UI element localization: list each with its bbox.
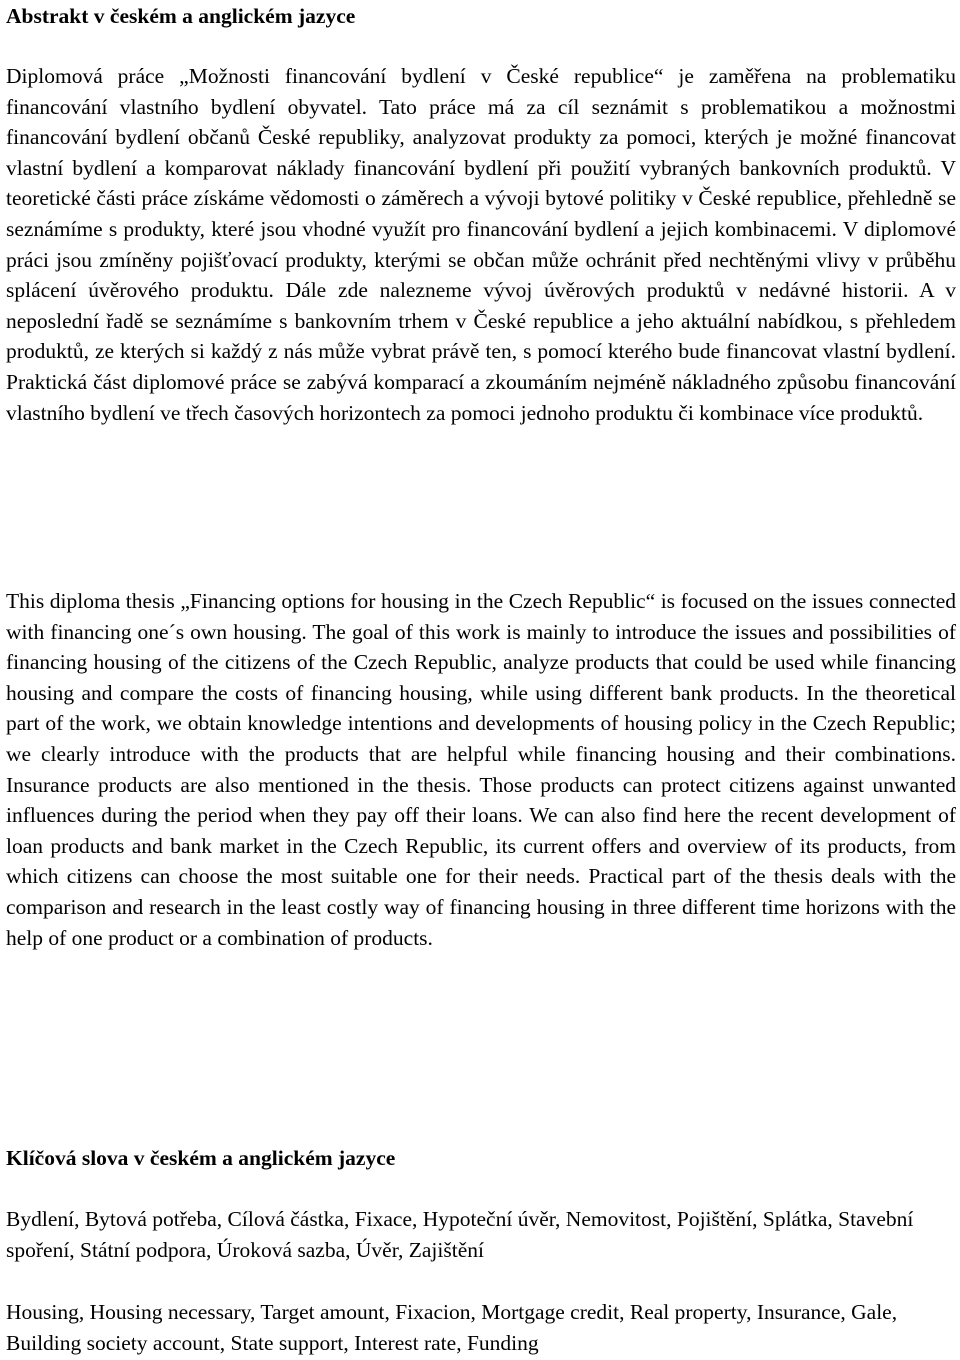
keywords-heading: Klíčová slova v českém a anglickém jazyce — [6, 1146, 396, 1170]
keywords-english-list: Housing, Housing necessary, Target amount, Fixacion, Mortgage credit, Real property, Insurance, Gale, Building society account, State support, Interest rate, Funding — [6, 1300, 898, 1355]
abstract-czech-paragraph: Diplomová práce „Možnosti financování bydlení v České republice“ je zaměřena na problematiku financování vlastního bydlení obyvatel. Tato práce má za cíl seznámit s problematikou a možnostmi financování bydlení občanů České republiky, analyzovat produkty za pomoci, kterých je možné financovat vlastní bydlení a komparovat náklady financování bydlení při použití vybraných bankovních produktů. V teoretické části práce získáme vědomosti o záměrech a vývoji bytové politiky v České republice, přehledně se seznámíme s produkty, které jsou vhodné využít pro financování bydlení a jejich kombinacemi. V diplomové práci jsou zmíněny pojišťovací produkty, kterými se občan může ochránit před nechtěnými vlivy v průběhu splácení úvěrového produktu. Dále zde nalezneme vývoj úvěrových produktů v nedávné historii. A v neposlední řadě se seznámíme s bankovním trhem v České republice a jeho aktuální nabídkou, s přehledem produktů, ze kterých si každý z nás může vybrat právě ten, s pomocí kterého bude financovat vlastní bydlení. Praktická část diplomové práce se zabývá komparací a zkoumáním nejméně nákladného způsobu financování vlastního bydlení ve třech časových horizontech za pomoci jednoho produktu či kombinace více produktů. — [6, 64, 956, 425]
abstract-heading: Abstrakt v českém a anglickém jazyce — [6, 4, 356, 28]
keywords-czech-list: Bydlení, Bytová potřeba, Cílová částka, Fixace, Hypoteční úvěr, Nemovitost, Pojištění, Splátka, Stavební spoření, Státní podpora, Úroková sazba, Úvěr, Zajištění — [6, 1207, 914, 1262]
abstract-english-paragraph: This diploma thesis „Financing options for housing in the Czech Republic“ is focused on the issues connected with financing one´s own housing. The goal of this work is mainly to introduce the issues and possibilities of financing housing of the citizens of the Czech Republic, analyze products that could be used while financing housing and compare the costs of financing housing, while using different bank products. In the theoretical part of the work, we obtain knowledge intentions and developments of housing policy in the Czech Republic; we clearly introduce with the products that are helpful while financing housing and their combinations. Insurance products are also mentioned in the thesis. Those products can protect citizens against unwanted influences during the period when they pay off their loans. We can also find here the recent development of loan products and bank market in the Czech Republic, its current offers and overview of its products, from which citizens can choose the most suitable one for their needs. Practical part of the thesis deals with the comparison and research in the least costly way of financing housing in three different time horizons with the help of one product or a combination of products. — [6, 589, 956, 950]
